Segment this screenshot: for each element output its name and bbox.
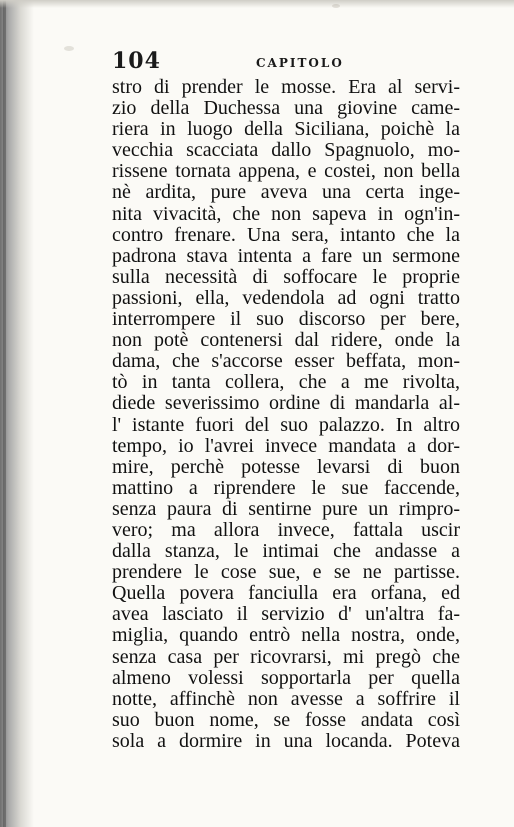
text-line: suo buon nome, se fosse andata così xyxy=(112,708,460,731)
text-line: vero; ma allora invece, fattala uscir xyxy=(112,518,460,541)
body-text xyxy=(112,77,460,752)
page-top-edge xyxy=(0,0,514,8)
page-number: 104 xyxy=(112,48,161,74)
book-binding-shadow xyxy=(0,0,34,827)
text-line: nita vivacità, che non sapeva in ogn'in- xyxy=(112,202,460,225)
text-line: miglia, quando entrò nella nostra, onde, xyxy=(112,624,460,647)
text-line: stro di prender le mosse. Era al servi- xyxy=(112,76,460,98)
text-line: senza casa per ricovrarsi, mi pregò che xyxy=(112,645,460,668)
text-line: dalla stanza, le intimai che andasse a xyxy=(112,540,460,563)
text-line: vecchia scacciata dallo Spagnuolo, mo- xyxy=(112,139,460,162)
text-line: mattino a riprendere le sue faccende, xyxy=(112,476,460,499)
text-line: diede severissimo ordine di mandarla al- xyxy=(112,392,460,415)
text-line: almeno volessi sopportarla per quella xyxy=(112,666,460,689)
text-line: tò in tanta collera, che a me rivolta, xyxy=(112,371,460,394)
text-line: l' istante fuori del suo palazzo. In altro xyxy=(112,413,460,436)
text-line: sulla necessità di soffocare le proprie xyxy=(112,265,460,288)
text-line: sola a dormire in una locanda. Poteva xyxy=(112,729,460,752)
text-line: padrona stava intenta a fare un sermone xyxy=(112,244,460,267)
text-line: rissene tornata appena, e costei, non bella xyxy=(112,160,460,183)
text-line: mire, perchè potesse levarsi di buon xyxy=(112,455,460,478)
text-line: nè ardita, pure aveva una certa inge- xyxy=(112,181,460,204)
text-line: prendere le cose sue, e se ne partisse. xyxy=(112,561,460,584)
running-head: CAPITOLO xyxy=(256,56,344,70)
paper-smudge xyxy=(64,46,74,51)
paper-smudge xyxy=(332,4,340,8)
text-line: dama, che s'accorse esser beffata, mon- xyxy=(112,350,460,373)
text-line: zio della Duchessa una giovine came- xyxy=(112,97,460,120)
text-line: Quella povera fanciulla era orfana, ed xyxy=(112,582,460,605)
text-line: notte, affinchè non avesse a soffrire il xyxy=(112,687,460,710)
text-line: interrompere il suo discorso per bere, xyxy=(112,308,460,331)
text-line: tempo, io l'avrei invece mandata a dor- xyxy=(112,434,460,457)
text-line: senza paura di sentirne pure un rimpro- xyxy=(112,497,460,520)
text-line: riera in luogo della Siciliana, poichè la xyxy=(112,118,460,141)
text-line: passioni, ella, vedendola ad ogni tratto xyxy=(112,286,460,309)
text-line: contro frenare. Una sera, intanto che la xyxy=(112,223,460,246)
text-line: avea lasciato il servizio d' un'altra fa- xyxy=(112,603,460,626)
text-line: non potè contenersi dal ridere, onde la xyxy=(112,329,460,352)
